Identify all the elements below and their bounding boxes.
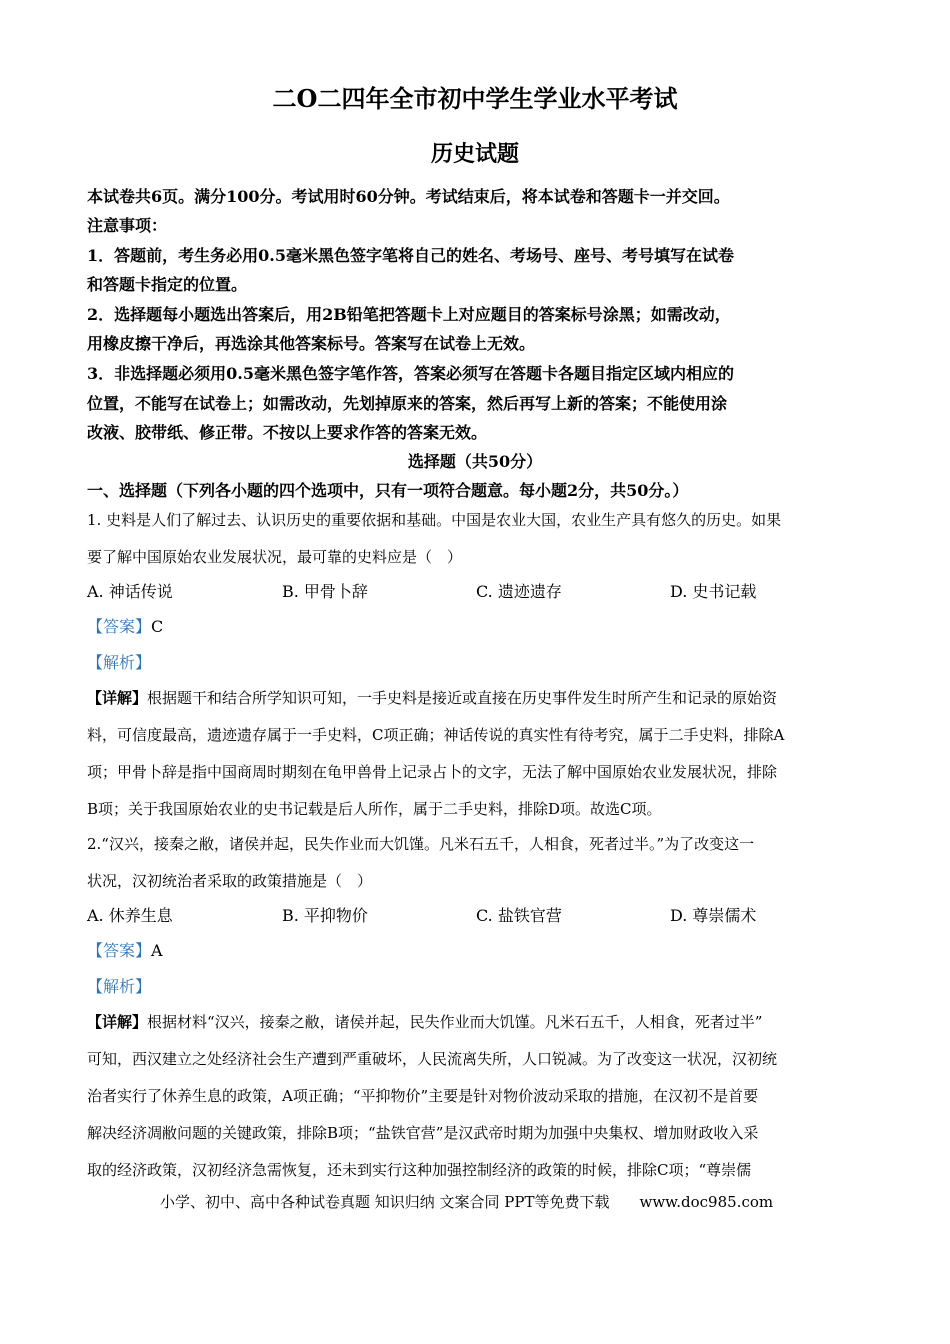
- answer-tag: 【答案】: [87, 617, 152, 636]
- detail-text: 根据材料“汉兴，接秦之敝，诸侯并起，民失作业而大饥馑。凡米石五千，人相食，死者过半”: [147, 1013, 763, 1031]
- question-stem: 2.“汉兴，接秦之敝，诸侯并起，民失作业而大饥馑。凡米石五千，人相食，死者过半。”为了改变这一: [87, 835, 755, 853]
- question-stem: 1. 史料是人们了解过去、认识历史的重要依据和基础。中国是农业大国，农业生产具有悠久的历史。如果: [87, 511, 782, 529]
- detail-line: 可知，西汉建立之处经济社会生产遭到严重破坏，人民流离失所，人口锐减。为了改变这一状况，汉初统: [87, 1050, 778, 1068]
- note-line: 改液、胶带纸、修正带。不按以上要求作答的答案无效。: [87, 423, 488, 442]
- detail-line: [87, 688, 777, 708]
- note-line: 用橡皮擦干净后，再选涂其他答案标号。答案写在试卷上无效。: [87, 334, 536, 353]
- detail-line: B项；关于我国原始农业的史书记载是后人所作，属于二手史料，排除D项。故选C项。: [87, 800, 662, 818]
- analysis-tag: 【解析】: [87, 653, 152, 672]
- answer-value: A: [151, 941, 163, 960]
- detail-line: 取的经济政策，汉初经济急需恢复，还未到实行这种加强控制经济的政策的时候，排除C项；“尊崇儒: [87, 1161, 752, 1179]
- exam-title: 二O二四年全市初中学生学业水平考试: [272, 84, 678, 113]
- footer-url[interactable]: www.doc985.com: [639, 1193, 774, 1211]
- question-stem: 要了解中国原始农业发展状况，最可靠的史料应是（ ）: [87, 548, 463, 566]
- analysis-tag: 【解析】: [87, 977, 152, 996]
- notes-heading: 注意事项：: [87, 216, 168, 235]
- instructions-intro: 本试卷共6页。满分100分。考试用时60分钟。考试结束后，将本试卷和答题卡一并交回。: [87, 187, 730, 206]
- detail-line: 料，可信度最高，遗迹遗存属于一手史料，C项正确；神话传说的真实性有待考究，属于二手史料，排除A: [87, 726, 785, 744]
- detail-tag: 【详解】: [87, 689, 148, 707]
- footer: [160, 1192, 773, 1212]
- option-c: C. 遗迹遗存: [476, 582, 562, 601]
- option-d: D. 尊崇儒术: [670, 906, 757, 925]
- option-b: B. 平抑物价: [282, 906, 368, 925]
- note-line: 2．选择题每小题选出答案后，用2B铅笔把答题卡上对应题目的答案标号涂黑；如需改动，: [87, 305, 731, 324]
- detail-line: 项；甲骨卜辞是指中国商周时期刻在龟甲兽骨上记录占卜的文字，无法了解中国原始农业发展状况，排除: [87, 763, 778, 781]
- section-heading: 一、选择题（下列各小题的四个选项中，只有一项符合题意。每小题2分，共50分。）: [87, 481, 689, 500]
- option-a: A. 神话传说: [87, 582, 173, 601]
- detail-text: 根据题干和结合所学知识可知，一手史料是接近或直接在历史事件发生时所产生和记录的原始资: [147, 689, 778, 707]
- detail-tag: 【详解】: [87, 1013, 148, 1031]
- option-d: D. 史书记载: [670, 582, 757, 601]
- detail-line: 解决经济凋敝问题的关键政策，排除B项；“盐铁官营”是汉武帝时期为加强中央集权、增加财政收入采: [87, 1124, 759, 1142]
- answer-tag: 【答案】: [87, 941, 152, 960]
- footer-text: 小学、初中、高中各种试卷真题 知识归纳 文案合同 PPT等免费下载: [160, 1193, 610, 1211]
- note-line: 3．非选择题必须用0.5毫米黑色签字笔作答，答案必须写在答题卡各题目指定区域内相应的: [87, 364, 734, 383]
- option-b: B. 甲骨卜辞: [282, 582, 368, 601]
- option-c: C. 盐铁官营: [476, 906, 562, 925]
- answer-line: [87, 941, 163, 961]
- note-line: 1．答题前，考生务必用0.5毫米黑色签字笔将自己的姓名、考场号、座号、考号填写在试卷: [87, 246, 734, 265]
- question-stem: 状况，汉初统治者采取的政策措施是（ ）: [87, 872, 373, 890]
- detail-line: [87, 1012, 762, 1032]
- answer-value: C: [151, 617, 164, 636]
- section-center-heading: 选择题（共50分）: [407, 452, 543, 471]
- detail-line: 治者实行了休养生息的政策，A项正确；“平抑物价”主要是针对物价波动采取的措施，在汉初不是首要: [87, 1087, 759, 1105]
- exam-subtitle: 历史试题: [430, 141, 519, 167]
- answer-line: [87, 617, 163, 637]
- option-a: A. 休养生息: [87, 906, 173, 925]
- note-line: 位置，不能写在试卷上；如需改动，先划掉原来的答案，然后再写上新的答案；不能使用涂: [87, 394, 728, 413]
- note-line: 和答题卡指定的位置。: [87, 275, 248, 294]
